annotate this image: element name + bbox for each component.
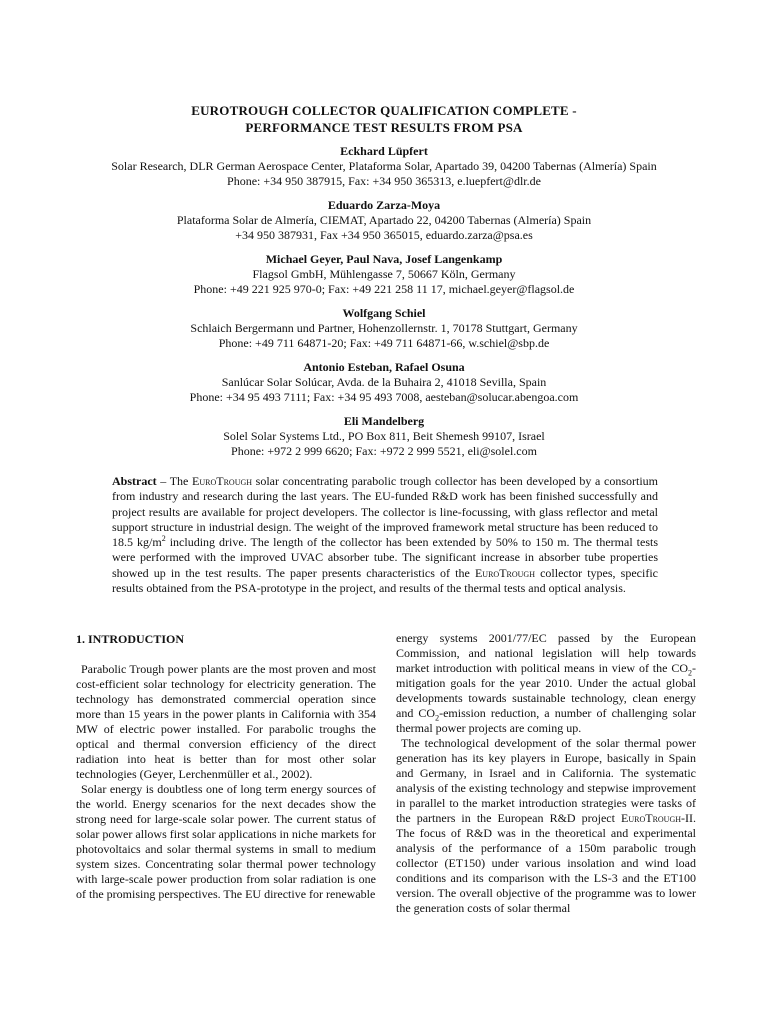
subscript: 2: [688, 668, 692, 678]
author-contact: Phone: +49 711 64871-20; Fax: +49 711 64871-66, w.schiel@sbp.de: [218, 336, 550, 350]
paragraph-text: -emission reduction, a number of challenging solar thermal power projects are coming up.: [396, 706, 697, 735]
author-name: Antonio Esteban, Rafael Osuna: [303, 360, 465, 374]
paragraph-text: energy systems 2001/77/EC passed by the European Commission, and national legislation will help towards market introduction with political means in view of the CO: [396, 631, 696, 675]
abstract-label: Abstract: [112, 474, 157, 488]
author-affiliation: Schlaich Bergermann und Partner, Hohenzollernstr. 1, 70178 Stuttgart, Germany: [190, 321, 578, 335]
abstract-dash: – The: [156, 474, 193, 488]
author-block-2: [0, 197, 768, 243]
author-affiliation: Solar Research, DLR German Aerospace Center, Plataforma Solar, Apartado 39, 04200 Tabernas (Almería) Spain: [111, 159, 657, 173]
abstract-text-3: collector types, specific results obtained from the PSA-prototype in the project, and results of the thermal tests and optical analysis.: [112, 565, 658, 596]
author-block-6: [0, 413, 768, 459]
subscript: 2: [435, 713, 440, 723]
superscript: 2: [161, 534, 166, 544]
author-block-5: [0, 359, 768, 405]
author-affiliation: Solel Solar Systems Ltd., PO Box 811, Beit Shemesh 99107, Israel: [223, 429, 545, 443]
author-name: Eduardo Zarza-Moya: [327, 198, 441, 212]
author-block-3: [0, 251, 768, 297]
author-contact: Phone: +49 221 925 970-0; Fax: +49 221 258 11 17, michael.geyer@flagsol.de: [193, 282, 575, 296]
author-contact: Phone: +34 95 493 7111; Fax: +34 95 493 7008, aesteban@solucar.abengoa.com: [189, 390, 579, 404]
brand-name: EuroTrough: [192, 474, 253, 488]
author-affiliation: Sanlúcar Solar Solúcar, Avda. de la Buhaira 2, 41018 Sevilla, Spain: [221, 375, 547, 389]
author-name: Michael Geyer, Paul Nava, Josef Langenkamp: [265, 252, 503, 266]
paragraph-text: The technological development of the solar thermal power generation has its key players in Europe, basically in Spain and Germany, in Israel and in California. The systematic analysis of the existing technology and stepwise improvement in parallel to the market introduction strategies were tasks of the partners in the European R&D project: [396, 736, 696, 825]
paper-title: [0, 102, 768, 136]
abstract-text-1: solar concentrating parabolic trough collector has been developed by a consortium from industry and research during the last years. The EU-funded R&D work has been finished successfully and project results are available for project developers. The collector is line-focussing, with glass reflector and metal support structure in industrial design. The weight of the improved framework metal structure has been reduced to 18.5 kg/m: [112, 474, 658, 550]
section-heading-introduction: 1. INTRODUCTION: [76, 632, 185, 646]
author-contact: Phone: +34 950 387915, Fax: +34 950 365313, e.luepfert@dlr.de: [227, 174, 541, 188]
paragraph-text: . The focus of R&D was in the theoretical and experimental analysis of the performance of a 150m parabolic trough collector (ET150) under various insolation and wind load conditions and its comparison with the LS-3 and the ET100 version. The overall objective of the programme was to lower the generation costs of solar thermal: [396, 811, 696, 915]
abstract: [112, 474, 658, 596]
author-contact: +34 950 387931, Fax +34 950 365015, eduardo.zarza@psa.es: [235, 228, 533, 242]
column-left: [76, 631, 376, 902]
paragraph: [396, 736, 696, 916]
brand-name: EuroTrough: [474, 565, 535, 580]
brand-name: EuroTrough-II: [621, 811, 693, 825]
column-right: [396, 631, 696, 916]
paragraph: [396, 631, 696, 736]
title-line-1: EUROTROUGH COLLECTOR QUALIFICATION COMPLETE -: [191, 103, 577, 118]
author-list: [0, 143, 768, 467]
author-block-4: [0, 305, 768, 351]
author-name: Eckhard Lüpfert: [340, 144, 428, 158]
author-affiliation: Flagsol GmbH, Mühlengasse 7, 50667 Köln, Germany: [252, 267, 516, 281]
author-name: Wolfgang Schiel: [342, 306, 426, 320]
author-block-1: [0, 143, 768, 189]
title-line-2: PERFORMANCE TEST RESULTS FROM PSA: [245, 120, 523, 135]
author-affiliation: Plataforma Solar de Almería, CIEMAT, Apartado 22, 04200 Tabernas (Almería) Spain: [176, 213, 592, 227]
abstract-text-2: including drive. The length of the collector has been extended by 50% to 150 m. The thermal tests were performed with the improved UVAC absorber tube. The significant increase in absorber tube properties showed up in the test results. The paper presents characteristics of the: [112, 535, 658, 580]
paragraph-text: -mitigation goals for the year 2010. Under the actual global developments towards sustainable technology, clean energy and CO: [396, 661, 696, 720]
author-contact: Phone: +972 2 999 6620; Fax: +972 2 999 5521, eli@solel.com: [231, 444, 537, 458]
paragraph: Parabolic Trough power plants are the most proven and most cost-efficient solar technology for electricity generation. The technology has demonstrated commercial operation since more than 15 years in the power plants in California with 354 MW of electric power installed. For parabolic troughs the optical and thermal conversion efficiency of the direct radiation into heat is better than for most other solar technologies (Geyer, Lerchenmüller et al., 2002).: [76, 662, 376, 781]
author-name: Eli Mandelberg: [343, 414, 425, 428]
paragraph: Solar energy is doubtless one of long term energy sources of the world. Energy scenarios for the next decades show the strong need for large-scale solar power. The current status of solar power allows first solar applications in niche markets for photovoltaics and solar thermal systems in small to medium system sizes. Concentrating solar thermal power technology with large-scale power production from solar radiation is one of the promising perspectives. The EU directive for renewable: [76, 782, 376, 901]
